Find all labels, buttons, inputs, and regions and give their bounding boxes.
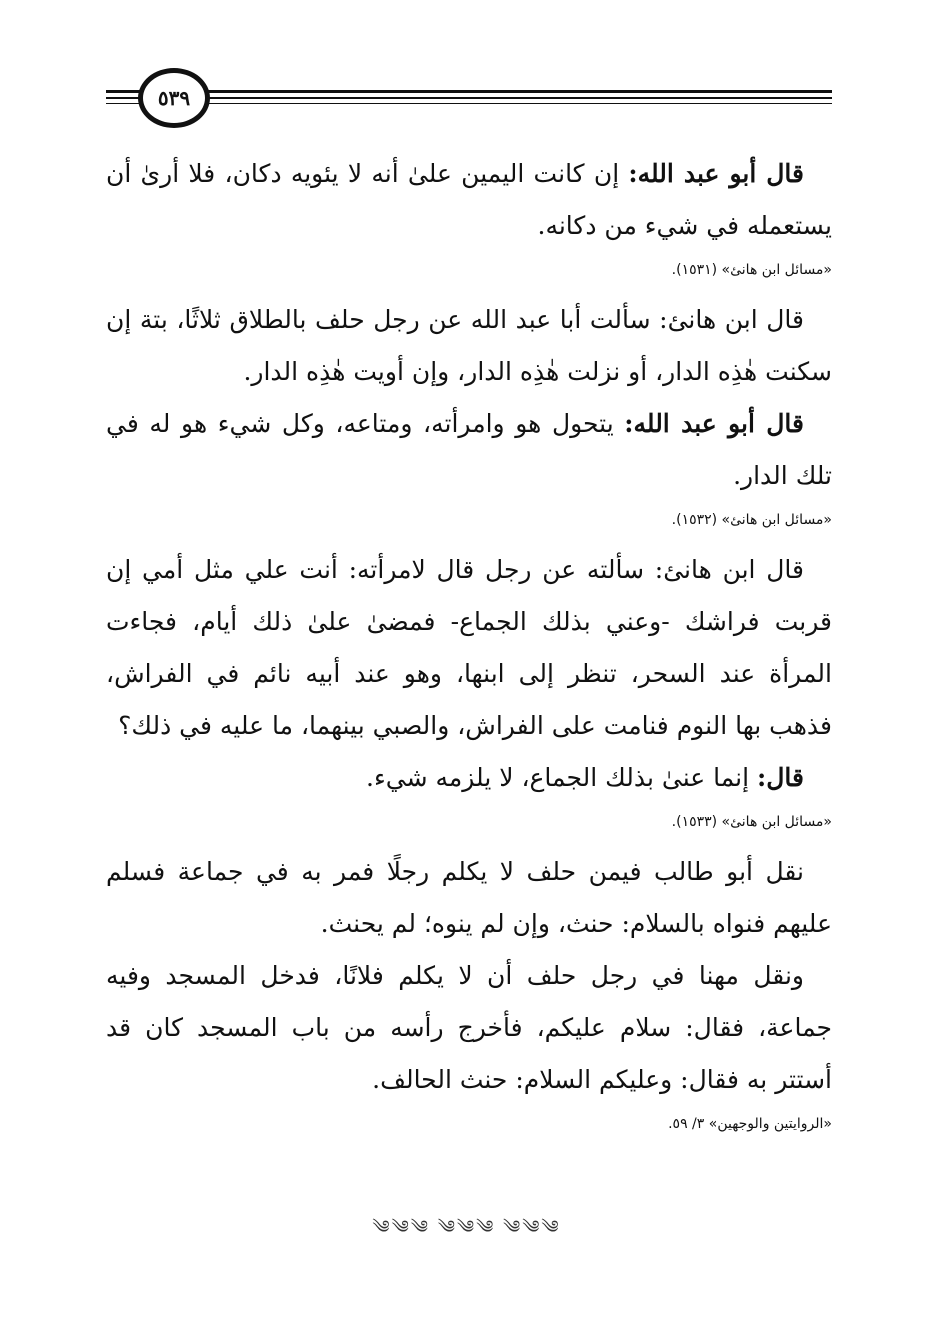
speaker-label: قال أبو عبد الله: bbox=[624, 409, 804, 438]
source-citation: «مسائل ابن هانئ» (١٥٣٣). bbox=[671, 814, 832, 830]
paragraph-text: ونقل مهنا في رجل حلف أن لا يكلم فلانًا، فدخل المسجد وفيه جماعة، فقال: سلام عليكم، فأخرج رأسه من باب المسجد كان قد أستتر به فقال: وعليكم السلام: حنث الحالف. bbox=[106, 961, 832, 1094]
paragraph-text: إن كانت اليمين علىٰ أنه لا يئويه دكان، فلا أرىٰ أن يستعمله في شيء من دكانه. bbox=[106, 159, 832, 240]
page-number: ٥٣٩ bbox=[138, 68, 210, 128]
paragraph-text: يتحول هو وامرأته، ومتاعه، وكل شيء هو له في تلك الدار. bbox=[106, 409, 832, 490]
paragraph bbox=[106, 846, 832, 950]
end-ornament: ༄༄༄ ༄༄༄ ༄༄༄ bbox=[372, 1217, 561, 1238]
paragraph-text: نقل أبو طالب فيمن حلف لا يكلم رجلًا فمر به في جماعة فسلم عليهم فنواه بالسلام: حنث، وإن لم ينوه؛ لم يحنث. bbox=[106, 857, 832, 938]
paragraph bbox=[106, 752, 832, 804]
header-rule bbox=[106, 90, 832, 93]
speaker-label: قال أبو عبد الله: bbox=[628, 159, 805, 188]
source-citation: «مسائل ابن هانئ» (١٥٣٢). bbox=[671, 512, 832, 528]
paragraph bbox=[106, 950, 832, 1106]
paragraph-text: قال ابن هانئ: سألت أبا عبد الله عن رجل حلف بالطلاق ثلاثًا، بتة إن سكنت هٰذِه الدار، أو نزلت هٰذِه الدار، وإن أويت هٰذِه الدار. bbox=[106, 305, 832, 386]
source-citation: «الروايتين والوجهين» ٣/ ٥٩. bbox=[668, 1116, 832, 1132]
paragraph-text: إنما عنىٰ بذلك الجماع، لا يلزمه شيء. bbox=[366, 763, 758, 792]
paragraph-text: قال ابن هانئ: سألته عن رجل قال لامرأته: أنت علي مثل أمي إن قربت فراشك -وعني بذلك الجماع- فمضىٰ علىٰ ذلك أيام، فجاءت المرأة عند السحر، تنظر إلى ابنها، وهو عند أبيه نائم في الفراش، فذهب بها النوم فنامت على الفراش، والصبي بينهما، ما عليه في ذلك؟ bbox=[106, 555, 832, 740]
header-rule bbox=[106, 103, 832, 104]
paragraph bbox=[106, 544, 832, 752]
speaker-label: قال: bbox=[757, 763, 804, 792]
header-rule bbox=[106, 97, 832, 99]
paragraph bbox=[106, 294, 832, 398]
page-body bbox=[106, 148, 832, 1148]
page-header bbox=[106, 68, 832, 128]
source-citation: «مسائل ابن هانئ» (١٥٣١). bbox=[671, 262, 832, 278]
paragraph bbox=[106, 398, 832, 502]
paragraph bbox=[106, 148, 832, 252]
